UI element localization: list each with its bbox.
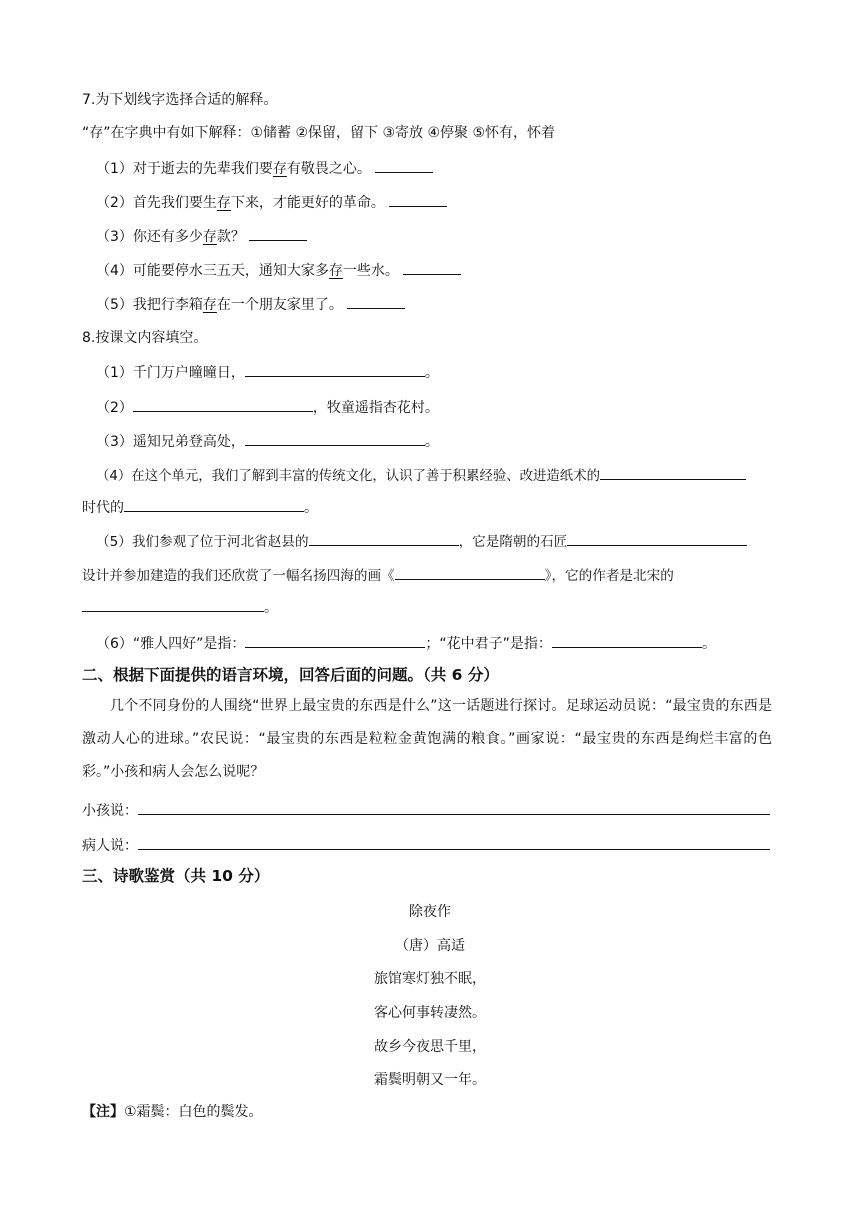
- q7-item-text: 在一个朋友家里了。: [216, 297, 343, 313]
- patient-answer-line: [82, 835, 770, 856]
- q7-item-text: （1）对于逝去的先辈我们要: [96, 161, 273, 177]
- q8-text: （5）我们参观了位于河北省赵县的: [96, 534, 309, 550]
- q8-text: 。: [424, 434, 439, 450]
- q8-text: ；“花中君子”是指：: [425, 636, 552, 652]
- answer-blank[interactable]: [389, 192, 447, 207]
- underlined-char: 存: [328, 263, 343, 279]
- answer-blank[interactable]: [138, 835, 770, 850]
- q8-line-6: [96, 633, 716, 654]
- answer-blank[interactable]: [133, 397, 313, 412]
- q8-text: （1）千门万户曈曈日，: [96, 365, 245, 381]
- note-label: 【注】: [82, 1104, 124, 1120]
- q7-item-1: [96, 158, 433, 179]
- section-3-heading: 三、诗歌鉴赏（共 10 分）: [82, 867, 270, 885]
- poem-line: 故乡今夜思千里，: [374, 1039, 486, 1055]
- child-label: 小孩说：: [82, 803, 138, 819]
- note-text: ①霜鬓：白色的鬓发。: [124, 1104, 263, 1120]
- q8-line-3: [96, 431, 439, 452]
- q7-item-text: （3）你还有多少: [96, 229, 203, 245]
- child-answer-line: [82, 800, 770, 821]
- answer-blank[interactable]: [600, 465, 746, 480]
- q8-text: 。: [304, 500, 318, 516]
- answer-blank[interactable]: [552, 633, 702, 648]
- poem-note: [82, 1102, 263, 1122]
- q7-item-4: [96, 260, 461, 281]
- q8-text: 。: [264, 600, 278, 616]
- q7-item-text: （2）首先我们要生: [96, 195, 217, 211]
- q8-line-4-cont: [82, 497, 318, 518]
- q7-item-text: （4）可能要停水三五天，通知大家多: [96, 263, 329, 279]
- q8-line-5: [96, 531, 747, 552]
- q8-title: 8.按课文内容填空。: [82, 330, 208, 346]
- poem-title: 除夜作: [409, 904, 451, 920]
- q7-item-text: 有敬畏之心。: [286, 161, 371, 177]
- poem-line: 霜鬓明朝又一年。: [374, 1072, 486, 1088]
- underlined-char: 存: [202, 297, 217, 313]
- poem-author: （唐）高适: [395, 938, 465, 954]
- q7-item-text: 一些水。: [342, 263, 399, 279]
- q7-title: 7.为下划线字选择合适的解释。: [82, 92, 278, 108]
- q8-text: 。: [424, 365, 439, 381]
- answer-blank[interactable]: [567, 531, 747, 546]
- q8-line-2: [96, 397, 439, 418]
- q8-text: （4）在这个单元，我们了解到丰富的传统文化，认识了善于积累经验、改进造纸术的: [96, 469, 600, 484]
- answer-blank[interactable]: [375, 158, 433, 173]
- answer-blank[interactable]: [395, 565, 545, 580]
- q8-text: 时代的: [82, 500, 124, 516]
- q7-item-2: [96, 192, 447, 213]
- underlined-char: 存: [272, 161, 287, 177]
- answer-blank[interactable]: [245, 633, 425, 648]
- q8-line-5-cont: [82, 565, 674, 586]
- q7-item-text: （5）我把行李箱: [96, 297, 203, 313]
- underlined-char: 存: [216, 195, 231, 211]
- q7-item-3: [96, 226, 307, 247]
- answer-blank[interactable]: [138, 800, 770, 815]
- answer-blank[interactable]: [347, 294, 405, 309]
- patient-label: 病人说：: [82, 838, 138, 854]
- q8-text: （2）: [96, 400, 133, 416]
- answer-blank[interactable]: [124, 497, 304, 512]
- q8-line-1: [96, 362, 439, 383]
- answer-blank[interactable]: [309, 531, 459, 546]
- q7-meanings: “存”在字典中有如下解释：①储蓄 ②保留，留下 ③寄放 ④停聚 ⑤怀有，怀着: [82, 125, 556, 141]
- q8-line-5-end: [82, 597, 278, 618]
- section-2-heading: 二、根据下面提供的语言环境，回答后面的问题。（共 6 分）: [82, 666, 499, 684]
- answer-blank[interactable]: [245, 431, 425, 446]
- answer-blank[interactable]: [82, 597, 264, 612]
- q7-item-5: [96, 294, 405, 315]
- q8-text: 》，它的作者是北宋的: [544, 568, 674, 584]
- q8-text: ，它是隋朝的石匠: [458, 534, 568, 550]
- poem-line: 客心何事转凄然。: [374, 1005, 486, 1021]
- underlined-char: 存: [202, 229, 217, 245]
- q8-text: ，牧童遥指杏花村。: [312, 400, 439, 416]
- q8-text: （6）“雅人四好”是指：: [96, 636, 246, 652]
- q8-text: （3）遥知兄弟登高处，: [96, 434, 245, 450]
- poem-line: 旅馆寒灯独不眠，: [374, 971, 486, 987]
- answer-blank[interactable]: [249, 226, 307, 241]
- q7-item-text: 下来，才能更好的革命。: [230, 195, 385, 211]
- q8-line-4: [96, 465, 746, 487]
- answer-blank[interactable]: [245, 362, 425, 377]
- section-2-passage: 几个不同身份的人围绕“世界上最宝贵的东西是什么”这一话题进行探讨。足球运动员说：“最宝贵的东西是激动人心的进球。”农民说：“最宝贵的东西是粒粒金黄饱满的粮食。”画家说：“最宝贵的东西是绚烂丰富的色彩。”小孩和病人会怎么说呢？: [82, 698, 772, 780]
- q7-item-text: 款？: [216, 229, 245, 245]
- q8-text: 。: [701, 636, 716, 652]
- q8-text: 设计并参加建造的我们还欣赏了一幅名扬四海的画《: [82, 568, 395, 584]
- answer-blank[interactable]: [403, 260, 461, 275]
